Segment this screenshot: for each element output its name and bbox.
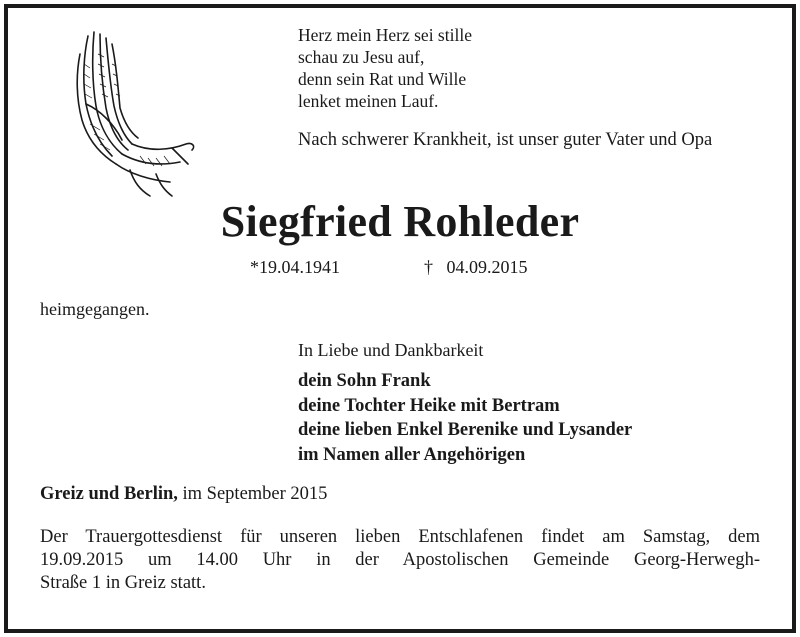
poem-line: Herz mein Herz sei stille: [298, 25, 472, 45]
intro-text: Nach schwerer Krankheit, ist unser guter Vater und Opa: [298, 130, 713, 150]
mourner: deine Tochter Heike mit Bertram: [298, 395, 560, 416]
service-notice: [40, 526, 760, 595]
death-date-group: [424, 257, 528, 278]
mourner: dein Sohn Frank: [298, 371, 431, 391]
death-date: 04.09.2015: [446, 257, 528, 277]
mourners-list: [298, 369, 632, 467]
poem: [298, 24, 472, 112]
deceased-name: Siegfried Rohleder: [220, 197, 580, 246]
dedication: In Liebe und Dankbarkeit: [298, 340, 484, 360]
poem-line: lenket meinen Lauf.: [298, 91, 439, 111]
service-line: 19.09.2015 um 14.00 Uhr in der Apostolischen Gemeinde Georg-Herwegh-: [40, 550, 760, 570]
praying-hands-icon: [60, 24, 200, 199]
mourner: im Namen aller Angehörigen: [298, 444, 526, 465]
birth-date: *19.04.1941: [250, 257, 340, 277]
service-line: Der Trauergottesdienst für unseren lieben Entschlafenen findet am Samstag, dem: [40, 527, 760, 547]
cross-icon: †: [424, 257, 433, 277]
poem-line: denn sein Rat und Wille: [298, 69, 467, 89]
mourner: deine lieben Enkel Berenike und Lysander: [298, 420, 633, 440]
place-date-line: [40, 484, 327, 505]
service-line: Straße 1 in Greiz statt.: [40, 573, 206, 593]
poem-line: schau zu Jesu auf,: [298, 47, 425, 67]
passed-text: heimgegangen.: [40, 299, 150, 319]
place-date: im September 2015: [182, 484, 328, 504]
place: Greiz und Berlin,: [40, 484, 178, 504]
